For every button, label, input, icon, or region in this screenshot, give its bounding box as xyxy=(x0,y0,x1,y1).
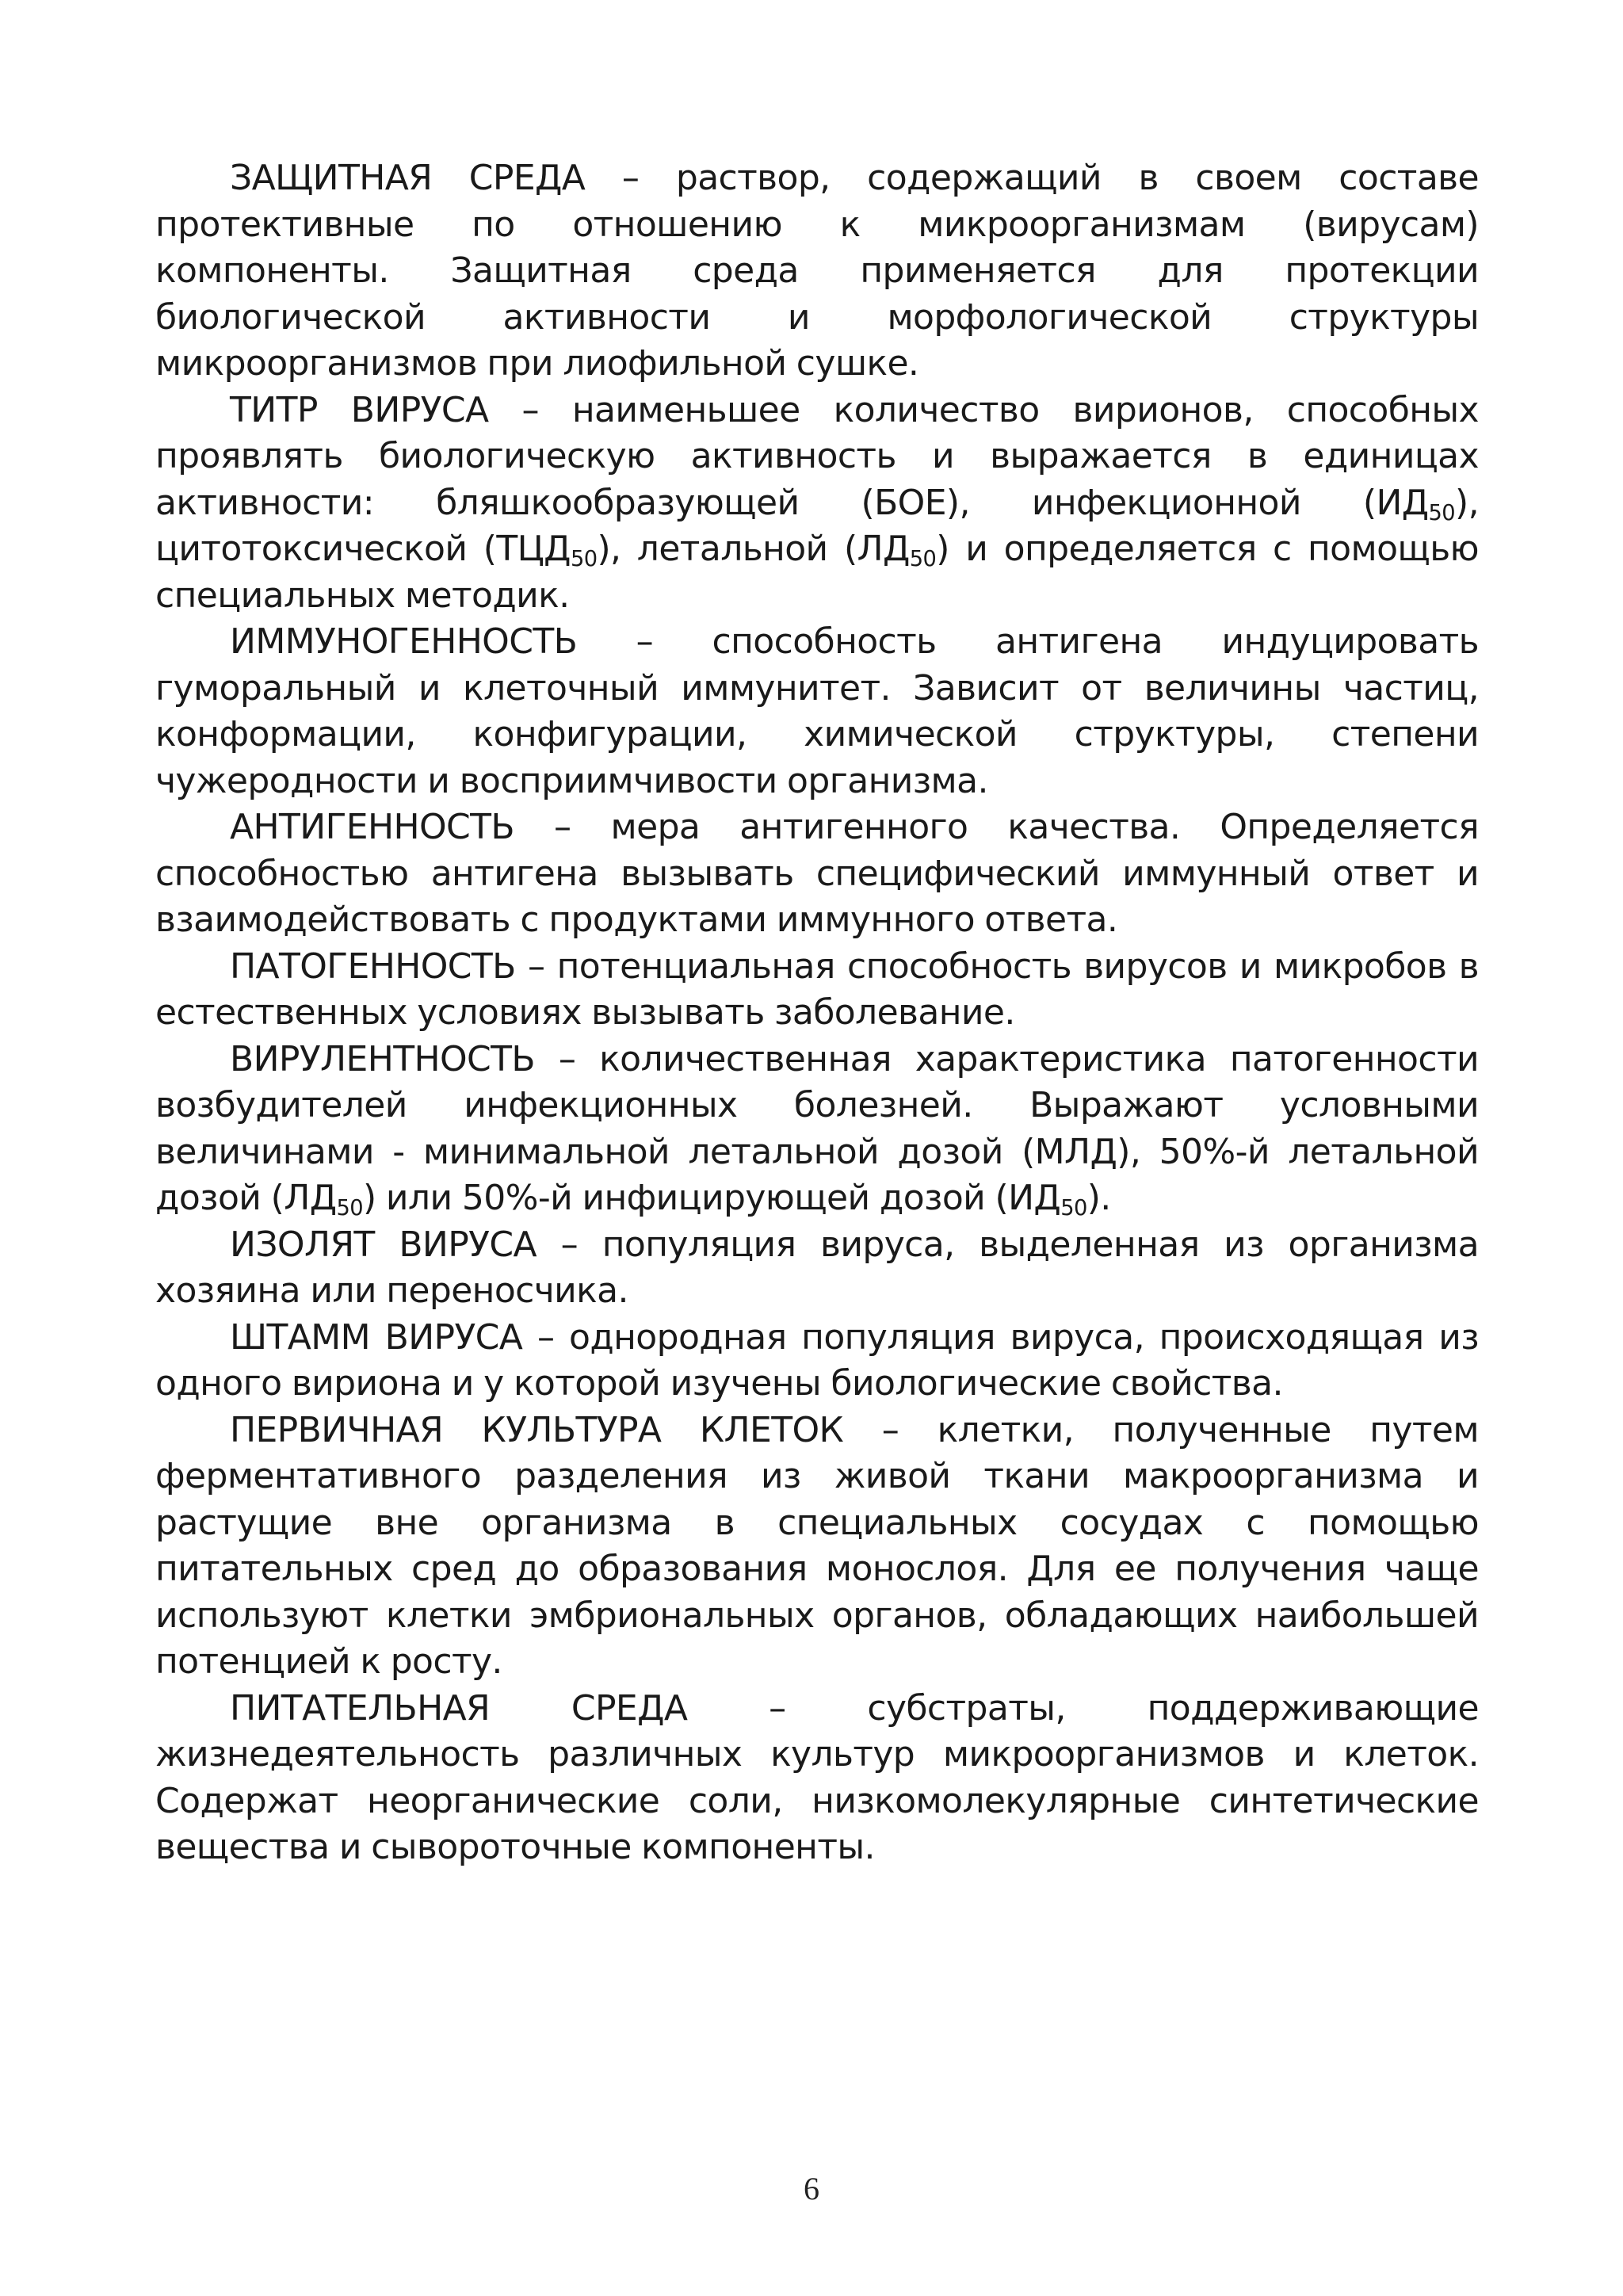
glossary-entry-virulentnost xyxy=(155,1037,1479,1222)
glossary-term: ИММУНОГЕННОСТЬ xyxy=(230,621,578,662)
subscript: 50 xyxy=(570,546,598,571)
subscript: 50 xyxy=(336,1195,363,1221)
glossary-term: ПИТАТЕЛЬНАЯ СРЕДА xyxy=(230,1687,688,1729)
glossary-term: ВИРУЛЕНТНОСТЬ xyxy=(230,1038,535,1079)
subscript: 50 xyxy=(1060,1195,1087,1221)
glossary-entry-pervichnaya-kultura xyxy=(155,1408,1479,1686)
glossary-term: ТИТР ВИРУСА xyxy=(230,389,489,430)
subscript: 50 xyxy=(1428,500,1456,525)
glossary-entry-patogennost xyxy=(155,944,1479,1037)
glossary-definition: ), цитотоксической (ТЦД xyxy=(155,482,1479,569)
glossary-entry-immunogennost xyxy=(155,619,1479,804)
glossary-definition: ) и определяется с помощью специальных методик. xyxy=(155,529,1479,616)
glossary-term: ПЕРВИЧНАЯ КУЛЬТУРА КЛЕТОК xyxy=(230,1409,844,1450)
glossary-definition: – способность антигена индуцировать гуморальный и клеточный иммунитет. Зависит от величины частиц, конформации, конфигурации, химической структуры, степени чужеродности и восприимчивости организма. xyxy=(155,621,1479,801)
glossary-term: ПАТОГЕННОСТЬ xyxy=(230,946,516,987)
glossary-definition: ), летальной (ЛД xyxy=(597,529,910,569)
page-number: 6 xyxy=(804,2171,819,2206)
glossary-definition: – популяция вируса, выделенная из организма хозяина или переносчика. xyxy=(155,1224,1479,1311)
subscript: 50 xyxy=(909,546,937,571)
glossary-entry-antigennost xyxy=(155,804,1479,944)
glossary-definition: ) или 50%-й инфицирующей дозой (ИД xyxy=(362,1178,1061,1218)
glossary-term: ИЗОЛЯТ ВИРУСА xyxy=(230,1224,537,1265)
glossary-entry-pitatelnaya-sreda xyxy=(155,1686,1479,1871)
glossary-definition: – наименьшее количество вирионов, способных проявлять биологическую активность и выражается в единицах активности: бляшкообразующей (БОЕ), инфекционной (ИД xyxy=(155,389,1479,523)
glossary-term: ШТАММ ВИРУСА xyxy=(230,1316,523,1358)
glossary-definition: – однородная популяция вируса, происходящая из одного вириона и у которой изучены биологические свойства. xyxy=(155,1316,1479,1404)
glossary-entry-titr-virusa xyxy=(155,388,1479,620)
glossary-definition: – мера антигенного качества. Определяется способностью антигена вызывать специфический иммунный ответ и взаимодействовать с продуктами иммунного ответа. xyxy=(155,807,1479,940)
glossary-term: АНТИГЕННОСТЬ xyxy=(230,807,515,847)
glossary-entry-zashchitnaya-sreda xyxy=(155,155,1479,388)
glossary-entry-shtamm-virusa xyxy=(155,1315,1479,1408)
glossary-definition: – потенциальная способность вирусов и микробов в естественных условиях вызывать заболевание. xyxy=(155,946,1479,1033)
document-body xyxy=(155,155,1479,1871)
glossary-term: ЗАЩИТНАЯ СРЕДА xyxy=(230,158,586,198)
glossary-definition: – раствор, содержащий в своем составе протективные по отношению к микроорганизмам (вирусам) компоненты. Защитная среда применяется для протекции биологической активности и морфологической структуры микроорганизмов при лиофильной сушке. xyxy=(155,158,1479,384)
glossary-definition: ). xyxy=(1086,1178,1111,1218)
glossary-definition: – количественная характеристика патогенности возбудителей инфекционных болезней. Выражают условными величинами - минимальной летальной дозой (МЛД), 50%-й летальной дозой (ЛД xyxy=(155,1038,1479,1218)
glossary-entry-izolyat-virusa xyxy=(155,1222,1479,1315)
glossary-definition: – клетки, полученные путем ферментативного разделения из живой ткани макроорганизма и растущие вне организма в специальных сосудах с помощью питательных сред до образования монослоя. Для ее получения чаще используют клетки эмбриональных органов, обладающих наибольшей потенцией к росту. xyxy=(155,1409,1479,1682)
glossary-definition: – субстраты, поддерживающие жизнедеятельность различных культур микроорганизмов и клеток. Содержат неорганические соли, низкомолекулярные синтетические вещества и сывороточные компоненты. xyxy=(155,1687,1479,1867)
